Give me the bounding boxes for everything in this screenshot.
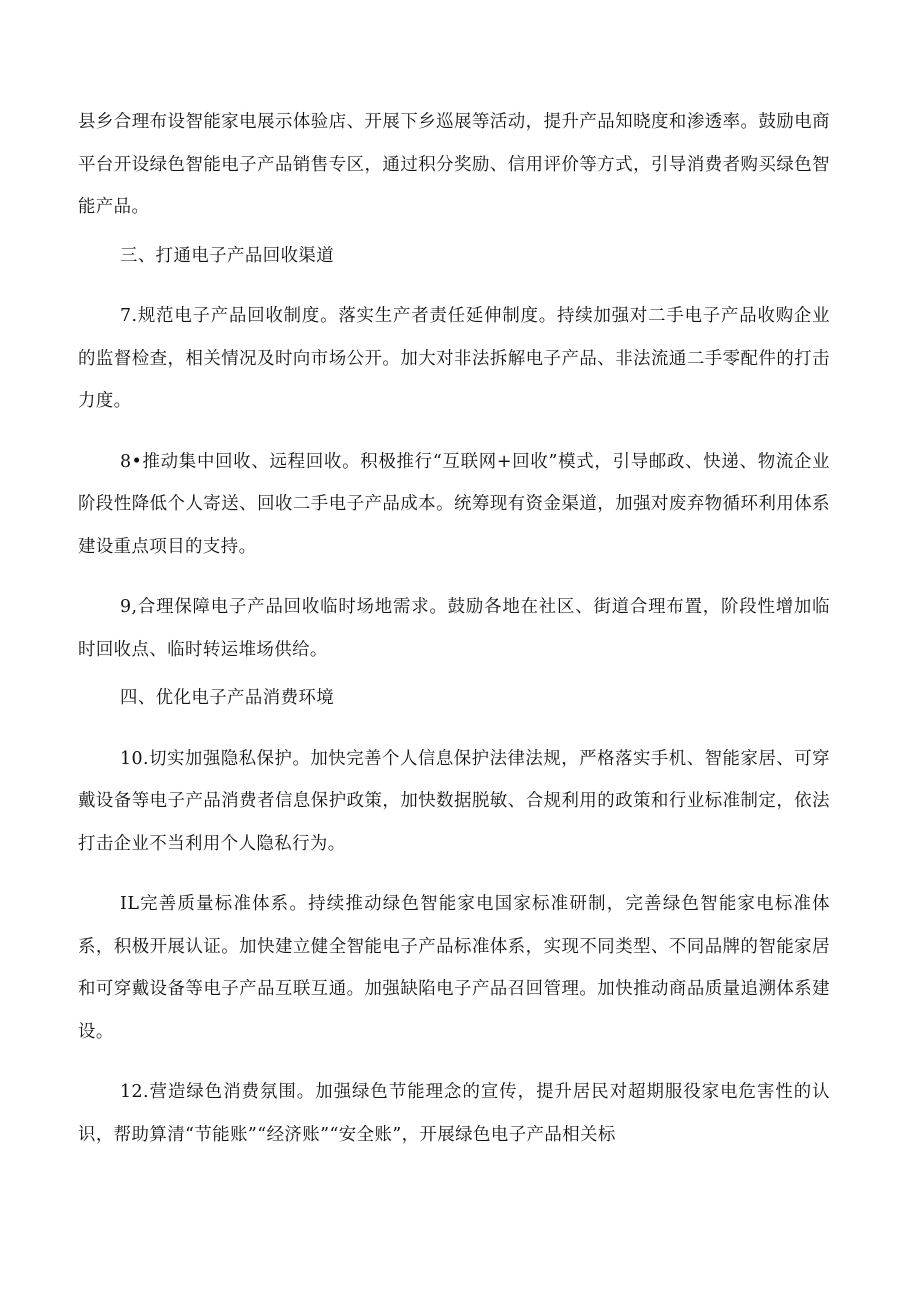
section-heading-recycling: 三、打通电子产品回收渠道 xyxy=(120,245,335,266)
paragraph-item-11: IL完善质量标准体系。持续推动绿色智能家电国家标准研制，完善绿色智能家电标准体系，积极开展认证。加快建立健全智能电子产品标准体系，实现不同类型、不同品牌的智能家居和可穿戴设备等电子产品互联互通。加强缺陷电子产品召回管理。加快推动商品质量追溯体系建设。 xyxy=(78,894,830,1042)
paragraph-item-12: 12.营造绿色消费氛围。加强绿色节能理念的宣传，提升居民对超期服役家电危害性的认识，帮助算清“节能账”“经济账”“安全账”，开展绿色电子产品相关标 xyxy=(78,1082,830,1145)
paragraph-item-7: 7.规范电子产品回收制度。落实生产者责任延伸制度。持续加强对二手电子产品收购企业的监督检查，相关情况及时向市场公开。加大对非法拆解电子产品、非法流通二手零配件的打击力度。 xyxy=(78,306,830,411)
paragraph-continued-promotion: 县乡合理布设智能家电展示体验店、开展下乡巡展等活动，提升产品知晓度和渗透率。鼓励电商平台开设绿色智能电子产品销售专区，通过积分奖励、信用评价等方式，引导消费者购买绿色智能产品。 xyxy=(78,112,830,217)
paragraph-item-9: 9,合理保障电子产品回收临时场地需求。鼓励各地在社区、街道合理布置，阶段性增加临时回收点、临时转运堆场供给。 xyxy=(78,597,830,660)
section-heading-environment: 四、优化电子产品消费环境 xyxy=(120,688,335,708)
paragraph-item-10: 10.切实加强隐私保护。加快完善个人信息保护法律法规，严格落实手机、智能家居、可穿戴设备等电子产品消费者信息保护政策，加快数据脱敏、合规利用的政策和行业标准制定，依法打击企业不当利用个人隐私行为。 xyxy=(78,748,830,854)
document-body xyxy=(78,101,830,1156)
paragraph-item-8: 8•推动集中回收、远程回收。积极推行“互联网+回收”模式，引导邮政、快递、物流企业阶段性降低个人寄送、回收二手电子产品成本。统筹现有资金渠道，加强对废弃物循环利用体系建设重点项目的支持。 xyxy=(78,451,830,557)
